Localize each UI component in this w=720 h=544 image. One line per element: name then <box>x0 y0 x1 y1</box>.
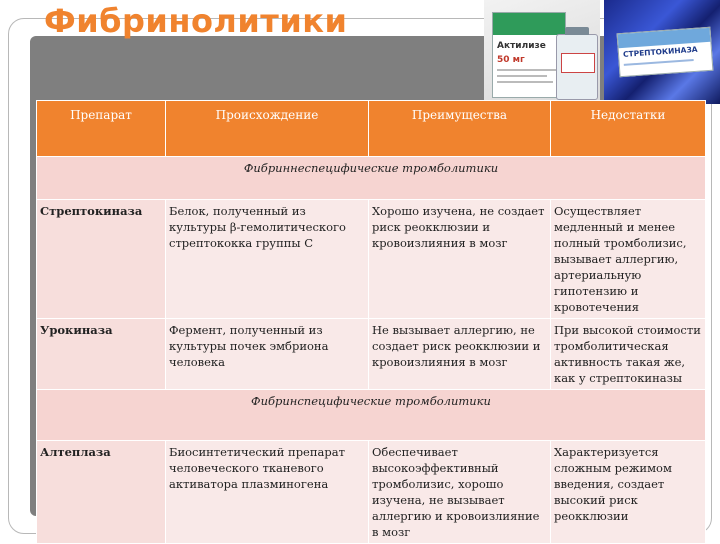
activase-vial <box>556 34 598 100</box>
drug-origin: Биосинтетический препарат человеческого тканевого активатора плазминогена <box>166 441 369 544</box>
activase-box <box>492 12 566 98</box>
drug-advantages: Не вызывает аллергию, не создает риск реокклюзии и кровоизлияния в мозг <box>369 319 551 390</box>
section-title-specific: Фибринспецифические тромболитики <box>37 390 706 441</box>
activase-dose: 50 мг <box>497 55 525 65</box>
drug-name: Алтеплаза <box>37 441 166 544</box>
header-disadvantages: Недостатки <box>551 101 706 157</box>
section-row-specific <box>37 390 706 441</box>
drug-disadvantages: При высокой стоимости тромболитическая активность такая же, как у стрептокиназы <box>551 319 706 390</box>
activase-package-photo <box>484 0 600 104</box>
page-title: Фибринолитики <box>44 2 348 40</box>
table-header-row <box>37 101 706 157</box>
table-row <box>37 441 706 544</box>
drug-disadvantages: Характеризуется сложным режимом введения, создает высокий риск реокклюзии <box>551 441 706 544</box>
activase-brand: Актилизе <box>497 41 546 51</box>
streptokinase-box <box>617 27 714 77</box>
header-advantages: Преимущества <box>369 101 551 157</box>
drug-name: Стрептокиназа <box>37 200 166 319</box>
drug-origin: Фермент, полученный из культуры почек эмбриона человека <box>166 319 369 390</box>
thrombolytics-table <box>36 100 706 544</box>
streptokinase-package-photo <box>604 0 720 104</box>
section-title-nonspecific: Фибриннеспецифические тромболитики <box>37 157 706 200</box>
header-drug: Препарат <box>37 101 166 157</box>
table-row <box>37 200 706 319</box>
drug-name: Урокиназа <box>37 319 166 390</box>
drug-advantages: Обеспечивает высокоэффективный тромболизис, хорошо изучена, не вызывает аллергию и кровоизлияние в мозг <box>369 441 551 544</box>
drug-advantages: Хорошо изучена, не создает риск реокклюзии и кровоизлияния в мозг <box>369 200 551 319</box>
streptokinase-brand: СТРЕПТОКИНАЗА <box>622 44 698 59</box>
drug-origin: Белок, полученный из культуры β-гемолитического стрептококка группы С <box>166 200 369 319</box>
header-origin: Происхождение <box>166 101 369 157</box>
table-row <box>37 319 706 390</box>
drug-disadvantages: Осуществляет медленный и менее полный тромболизис, вызывает аллергию, артериальную гипотензию и кровотечения <box>551 200 706 319</box>
section-row-nonspecific <box>37 157 706 200</box>
